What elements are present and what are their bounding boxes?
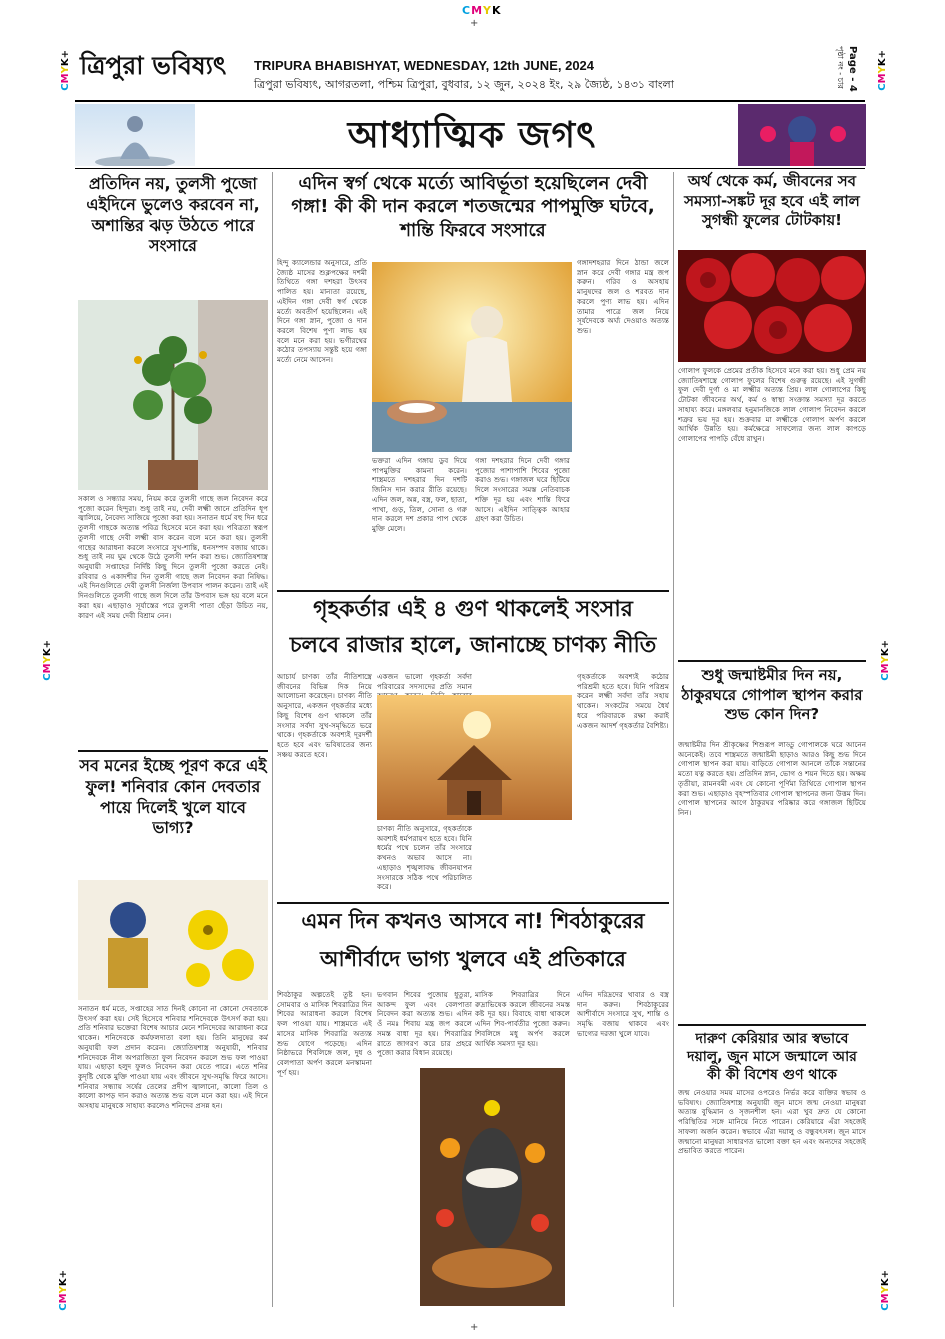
gopal-body: জন্মাষ্টমীর দিন শ্রীকৃষ্ণের শিশুরূপ লাড্ডু গোপালকে ঘরে আনেন অনেকেই। তবে শাস্ত্রমতে জন্মাষ্টমী ছাড়াও আরও কিছু শুভ দিনে গোপাল স্থাপন করা যায়। বাড়িতে গোপাল আনলে তাঁকে সন্তানের মতো যত্ন করতে হয়। প্রতিদিন স্নান, ভোগ ও শয়ন দিতে হয়। অক্ষয় তৃতীয়া, রামনবমী এবং যে কোনো পূর্ণিমা তিথিতে গোপাল স্থাপন করা শুভ। এছাড়াও বৃহস্পতিবার গোপাল স্থাপনের জন্য উত্তম দিন। গোপাল স্থাপনের আগে ঠাকুরঘর পরিষ্কার করে গঙ্গাজল ছিটিয়ে নিন। — [678, 740, 866, 818]
cmyk-side-right-mid: CMYK+ — [880, 640, 891, 681]
ganga-headline: এদিন স্বর্গ থেকে মর্ত্যে আবির্ভূতা হয়েছিলেন দেবী গঙ্গা! কী কী দান করলে শতজন্মের পাপমুক্তি ঘটবে, শান্তি ফিরবে সংসারে — [291, 173, 655, 241]
cmyk-registration-top: CMYK — [462, 4, 502, 17]
shiv-headline-line2: আশীর্বাদে ভাগ্য খুলবে এই প্রতিকারে — [320, 947, 626, 971]
cmyk-side-left-bottom: CMYK+ — [58, 1270, 69, 1311]
chanakya-house-image — [377, 695, 572, 820]
gopal-headline: শুধু জন্মাষ্টমীর দিন নয়, ঠাকুরঘরে গোপাল স্থাপন করার শুভ কোন দিন? — [681, 666, 863, 723]
ganga-goddess-image — [372, 262, 572, 452]
career-body: জন্ম নেওয়ার সময় মাসের ওপরেও নির্ভর করে ব্যক্তির স্বভাব ও ভবিষ্যৎ। জ্যোতিষশাস্ত্র অনুযায়ী জুন মাসে জন্ম নেওয়া মানুষরা অত্যন্ত বুদ্ধিমান ও সৃজনশীল হন। এরা খুব দ্রুত যে কোনো পরিস্থিতির সঙ্গে মানিয়ে নিতে পারেন। কেরিয়ারে এঁরা সহজেই সাফল্য অর্জন করেন। স্বভাবে এঁরা দয়ালু ও বন্ধুবৎসল। জুন মাসে জন্মানো মানুষরা সাধারণত ভালো বক্তা হন এবং অন্যদের সহজেই প্রভাবিত করতে পারেন। — [678, 1088, 866, 1156]
shiv-body-col3: মাসিক শিবরাত্রির দিনে রুদ্রাভিষেক করলে জীবনের সমস্ত কষ্ট দূর হয়। বিবাহে বাধা থাকলে এদিন শিব-পার্বতীর পুজো করুন। শিবলিঙ্গে মধু অর্পণ করলে আর্থিক সমস্যা দূর হয়। — [475, 990, 570, 1048]
tulsi-plant-image — [78, 300, 268, 490]
cmyk-side-right-bottom: CMYK+ — [880, 1270, 891, 1311]
column-rule-right — [673, 172, 674, 1307]
chanakya-headline-line2: চলবে রাজার হালে, জানাচ্ছে চাণক্য নীতি — [289, 633, 657, 658]
cmyk-side-left-top: CMYK+ — [60, 50, 71, 91]
crosshair-mark: + — [470, 18, 479, 29]
page-number: Page - 4 পৃষ্ঠা নং - চার — [836, 46, 858, 92]
chanakya-body-col1: আচার্য চাণক্য তাঁর নীতিশাস্ত্রে জীবনের বিভিন্ন দিক নিয়ে আলোচনা করেছেন। চাণক্য নীতি অনুসারে, একজন গৃহকর্তার মধ্যে কিছু বিশেষ গুণ থাকলে তাঁর সংসার সর্বদা সুখ-সমৃদ্ধিতে ভরে থাকে। গৃহকর্তাকে অবশ্যই দূরদর্শী হতে হবে এবং ভবিষ্যতের জন্য সঞ্চয় করতে হবে। — [277, 672, 372, 759]
tulsi-headline: প্রতিদিন নয়, তুলসী পুজো এইদিনে ভুলেও করবেন না, অশান্তির ঝড় উঠতে পারে সংসারে — [86, 174, 260, 256]
masthead-divider — [75, 100, 865, 102]
shiv-headline-line1: এমন দিন কখনও আসবে না! শিবঠাকুরের — [301, 909, 645, 933]
tulsi-body: সকাল ও সন্ধ্যার সময়, নিয়ম করে তুলসী গাছে জল নিবেদন করে পুজো করেন হিন্দুরা। শুধু তাই নয়, দেবী লক্ষ্মী জানে প্রতিদিন ধূপ জ্বালিয়ে, নৈবেদ্য সাজিয়ে পুজো করা হয়। সনাতন ধর্মে বহু দিন ধরে তুলসী গাছকে অত্যন্ত পবিত্র হিসেবে মনে করা হয়। পবিত্রতা স্বরূপ তুলসী গাছে দেবী লক্ষ্মী বাস করেন বলে মনে করা হয়। তুলসী গাছের আরাধনা করলে সংসারে সুখ-শান্তি, ধনসম্পদ বজায় থাকে। শুধু তাই নয় ঘুম থেকে উঠে তুলসী দর্শন করা শুভ। জ্যোতিষশাস্ত্র অনুযায়ী সপ্তাহের নির্দিষ্ট কিছু দিনে তুলসী পুজো করতে নেই। রবিবার ও একাদশীর দিন তুলসী গাছে জল নিবেদন করা নিষিদ্ধ। এই দিনগুলিতে দেবী তুলসী নির্জলা উপবাস পালন করেন। তাই এই দিনগুলিতে তুলসী গাছে জল দিলে তাঁর উপবাস ভঙ্গ হয় বলে মনে করা হয়। এছাড়াও সূর্যাস্তের পরে তুলসী পাতা ছেঁড়া উচিত নয়, কারণ এই সময় দেবী বিশ্রাম নেন। — [78, 494, 268, 620]
section-banner-title: আধ্যাত্মিক জগৎ — [347, 114, 597, 156]
left-column-divider — [78, 750, 268, 752]
shiv-body-col2-narrow — [377, 1068, 417, 1306]
cmyk-side-right-top: CMYK+ — [877, 50, 888, 91]
crosshair-mark-bottom: + — [470, 1322, 479, 1333]
masthead-title: TRIPURA BHABISHYAT, WEDNESDAY, 12th JUNE, 2024 — [254, 58, 595, 73]
ganga-body-col1: হিন্দু ক্যালেন্ডার অনুসারে, প্রতি জ্যৈষ্ঠ মাসের শুক্লপক্ষের দশমী তিথিতে গঙ্গা দশহরা উৎসব পালিত হয়। মান্যতা রয়েছে, এইদিন গঙ্গা দেবী স্বর্গ থেকে মর্ত্যে অবতীর্ণ হয়েছিলেন। এই দিনে গঙ্গা স্নান, পুজো ও দান করলে বিশেষ পুণ্য লাভ হয় বলে মনে করা হয়। ভগীরথের কঠোর তপস্যায় সন্তুষ্ট হয়ে গঙ্গা মর্ত্যে নেমে আসেন। — [277, 258, 367, 365]
chanakya-body-col2b: চাণক্য নীতি অনুসারে, গৃহকর্তাকে অবশ্যই ধর্মপরায়ণ হতে হবে। যিনি ধর্মের পথে চলেন তাঁর সংসারে কখনও অভাব আসে না। এছাড়াও শৃঙ্খলাবদ্ধ জীবনযাপন সংসারকে সঠিক পথে পরিচালিত করে। — [377, 824, 472, 892]
chanakya-body-col2: একজন ভালো গৃহকর্তা সর্বদা পরিবারের সদস্যদের প্রতি সমান — [377, 672, 472, 691]
ganga-body-col4: গঙ্গাদশহরার দিনে ঠান্ডা জলে স্নান করে দেবী গঙ্গার মন্ত্র জপ করুন। গরিব ও অসহায় মানুষদের জল ও শরবত দান করলে পুণ্য লাভ হয়। এদিন তামার পাত্রে জল নিয়ে সূর্যদেবকে অর্ঘ্য দেওয়াও অত্যন্ত শুভ। — [577, 258, 669, 336]
chanakya-headline-line1: গৃহকর্তার এই ৪ গুণ থাকলেই সংসার — [313, 597, 633, 622]
shani-body: সনাতন ধর্ম মতে, সপ্তাহের সাত দিনই কোনো না কোনো দেবতাকে উৎসর্গ করা হয়। সেই হিসেবে শনিবার শনিদেবকে উৎসর্গ করা হয়। প্রতি শনিবার ভক্তেরা বিশেষ আচার মেনে শনিদেবের আরাধনা করে থাকেন। শনিদেবকে কর্মফলদাতা বলা হয়। তিনি মানুষের কর্ম অনুযায়ী ফল প্রদান করেন। জ্যোতিষশাস্ত্র অনুযায়ী, শনিবার শনিদেবকে নীল অপরাজিতা ফুল নিবেদন করলে শুভ ফল পাওয়া যায়। এছাড়া হলুদ ফুলও নিবেদন করা যেতে পারে। এতে শনির কুদৃষ্টি থেকে মুক্তি পাওয়া যায় এবং জীবনে সুখ-সমৃদ্ধি ফিরে আসে। শনিবার সন্ধ্যায় সর্ষের তেলের প্রদীপ জ্বালানো, কালো তিল ও কালো কাপড় দান করাও অত্যন্ত শুভ বলে মনে করা হয়। এই দিনে অসহায় মানুষকে সাহায্য করলেও শনিদেব প্রসন্ন হন। — [78, 1004, 268, 1111]
shiv-lingam-image — [420, 1068, 565, 1306]
chanakya-body-col4: গৃহকর্তাকে অবশ্যই কঠোর পরিশ্রমী হতে হবে। যিনি পরিশ্রম করেন লক্ষ্মী সর্বদা তাঁর সহায় থাকেন। সংকটের সময়ে ধৈর্য ধরে পরিবারকে রক্ষা করাই একজন আদর্শ গৃহকর্তার বৈশিষ্ট্য। — [577, 672, 669, 730]
shani-deity-image — [78, 880, 268, 1000]
red-roses-image — [678, 250, 866, 362]
banner-divider — [75, 168, 865, 169]
column-rule-left — [272, 172, 273, 1307]
right-column-divider-1 — [678, 660, 866, 662]
banner-image-shiva — [75, 104, 195, 166]
rose-body: গোলাপ ফুলকে প্রেমের প্রতীক হিসেবে মনে করা হয়। শুধু প্রেম নয় জ্যোতিষশাস্ত্রে গোলাপ ফুলের বিশেষ গুরুত্ব রয়েছে। এই সুগন্ধী ফুল দেবী দুর্গা ও মা লক্ষ্মীর অত্যন্ত প্রিয়। লাল গোলাপের কিছু টোটকা জীবনের অর্থ, কর্ম ও স্বাস্থ্য সংক্রান্ত সমস্যা দূর করতে সাহায্য করে। মঙ্গলবার হনুমানজিকে লাল গোলাপ নিবেদন করলে শত্রুর ভয় দূর হয়। শুক্রবার মা লক্ষ্মীকে গোলাপ অর্পণ করলে আর্থিক উন্নতি হয়। কর্মক্ষেত্রে সাফল্যের জন্য লাল কাপড়ে গোলাপের পাপড়ি বেঁধে রাখুন। — [678, 366, 866, 444]
shiv-body-col4: এদিন দরিদ্রদের খাবার ও বস্ত্র দান করুন। শিবঠাকুরের আশীর্বাদে সংসারে সুখ, শান্তি ও সমৃদ্ধি বজায় থাকবে এবং ভাগ্যের দরজা খুলে যাবে। — [577, 990, 669, 1038]
ganga-body-col3: গঙ্গা দশহরার দিনে দেবী গঙ্গার পুজোর পাশাপাশি শিবের পুজো করাও শুভ। গঙ্গাজল ঘরে ছিটিয়ে দিলে সংসারের সমস্ত নেতিবাচক শক্তি দূর হয় এবং শান্তি ফিরে আসে। এইদিন সাত্ত্বিক আহার গ্রহণ করা উচিত। — [475, 456, 570, 524]
masthead-subtitle: ত্রিপুরা ভবিষ্যৎ, আগরতলা, পশ্চিম ত্রিপুরা, বুধবার, ১২ জুন, ২০২৪ ইং, ২৯ জ্যৈষ্ঠ, ১৪৩১ বাংলা — [254, 78, 674, 91]
ganga-body-col2: ভক্তরা এদিন গঙ্গায় ডুব দিয়ে পাপমুক্তির কামনা করেন। শাস্ত্রমতে দশহরার দিন দশটি জিনিস দান করার রীতি রয়েছে। এদিন জল, অন্ন, বস্ত্র, ফল, ছাতা, পাখা, গুড়, তিল, সোনা ও গরু দান করলে দশ প্রকার পাপ থেকে মুক্তি মেলে। — [372, 456, 467, 534]
banner-image-kali — [738, 104, 866, 166]
shiv-body-col2: ভগবান শিবের পুজোয় ধুতুরা, আকন্দ ফুল এবং বেলপাতা নিবেদন করা অত্যন্ত শুভ। এদিন ওঁ নমঃ শিবায় মন্ত্র জপ করলে সমস্ত বাধা দূর হয়। শিবরাত্রির রাতে জাগরণ করে চার প্রহরে পুজো করার বিধান রয়েছে। — [377, 990, 472, 1058]
center-divider-2 — [277, 902, 669, 904]
masthead-logo: ত্রিপুরা ভবিষ্যৎ — [80, 51, 227, 80]
right-column-divider-2 — [678, 1024, 866, 1026]
cmyk-side-left-mid: CMYK+ — [42, 640, 53, 681]
shani-headline: সব মনের ইচ্ছে পূরণ করে এই ফুল! শনিবার কোন দেবতার পায়ে দিলেই খুলে যাবে ভাগ্য? — [79, 756, 267, 838]
center-divider-1 — [277, 590, 669, 592]
shiv-body-col1: শিবঠাকুর অল্পতেই তুষ্ট হন। সোমবার ও মাসিক শিবরাত্রির দিন শিবের আরাধনা করলে বিশেষ ফল পাওয়া যায়। শাস্ত্রমতে এই মাসের মাসিক শিবরাত্রি অত্যন্ত শুভ যোগে পড়েছে। এদিন নিষ্ঠাভরে শিবলিঙ্গে জল, দুধ ও বেলপাতা অর্পণ করলে মনস্কামনা পূর্ণ হয়। — [277, 990, 372, 1077]
rose-headline: অর্থ থেকে কর্ম, জীবনের সব সমস্যা-সঙ্কট দূর হবে এই লাল সুগন্ধী ফুলের টোটকায়! — [684, 172, 860, 229]
career-headline: দারুণ কেরিয়ার আর স্বভাবে দয়ালু, জুন মাসে জন্মালে আর কী কী বিশেষ গুণ থাকে — [687, 1031, 857, 1084]
